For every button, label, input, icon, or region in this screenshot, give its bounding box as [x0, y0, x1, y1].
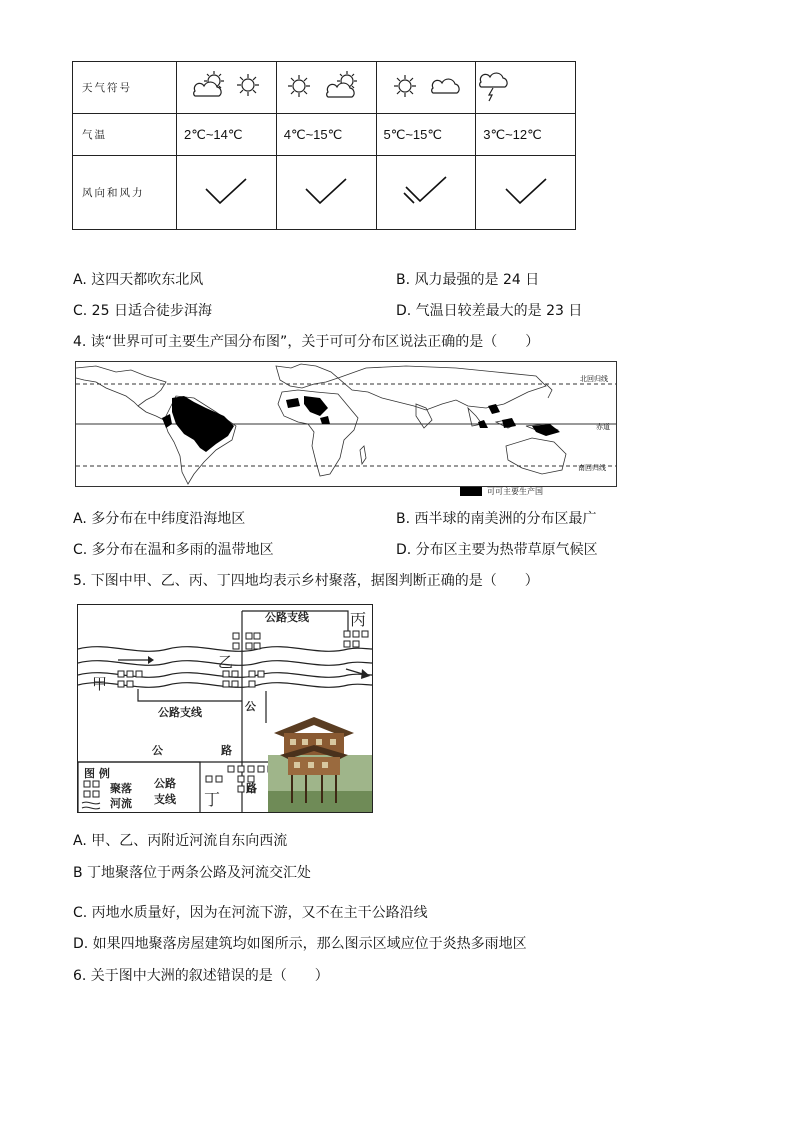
label-lu-vertical: 路: [246, 782, 257, 795]
wind-symbol-icon: [296, 171, 356, 211]
label-gonglu-1: 公: [152, 744, 163, 757]
label-road-branch-mid: 公路支线: [158, 706, 202, 719]
q5-option-d[interactable]: D. 如果四地聚落房屋建筑均如图所示，那么图示区域应位于炎热多雨地区: [73, 936, 527, 952]
world-map-figure: [76, 362, 616, 486]
label-road-branch-top: 公路支线: [265, 611, 309, 624]
wind-cell-1: [177, 156, 277, 230]
cloudy-sunny-icon: [181, 69, 271, 103]
row-header-wind: 风向和风力: [73, 156, 177, 230]
label-ding: 丁: [204, 790, 221, 809]
temperature-3: 5℃~15℃: [376, 114, 476, 156]
q3-option-c[interactable]: C. 25 日适合徒步洱海: [73, 303, 212, 319]
q4-option-b[interactable]: B. 西半球的南美洲的分布区最广: [396, 511, 597, 527]
label-yi: 乙: [218, 653, 234, 671]
legend-road-1: 公路: [154, 777, 176, 790]
q5-option-c[interactable]: C. 丙地水质量好，因为在河流下游，又不在主干公路沿线: [73, 905, 428, 921]
weather-cell-4: [476, 62, 576, 114]
label-tropic-south: 南回归线: [578, 464, 606, 472]
legend-river: 河流: [110, 797, 132, 810]
sunny-cloudy-icon: [281, 69, 371, 103]
weather-cell-1: [177, 62, 277, 114]
stilt-house-photo: [268, 717, 372, 812]
weather-cell-2: [276, 62, 376, 114]
village-figure: [77, 604, 373, 813]
cocoa-world-map: [75, 361, 617, 487]
q5-option-b[interactable]: B 丁地聚落位于两条公路及河流交汇处: [73, 865, 312, 881]
q3-option-b[interactable]: B. 风力最强的是 24 日: [396, 272, 540, 288]
wind-cell-4: [476, 156, 576, 230]
q5-option-a[interactable]: A. 甲、乙、丙附近河流自东向西流: [73, 833, 288, 849]
label-gong-vertical: 公: [245, 700, 256, 713]
temperature-2: 4℃~15℃: [276, 114, 376, 156]
row-header-temperature: 气温: [73, 114, 177, 156]
temperature-1: 2℃~14℃: [177, 114, 277, 156]
label-equator: 赤道: [596, 423, 610, 431]
q4-option-c[interactable]: C. 多分布在温和多雨的温带地区: [73, 542, 274, 558]
q3-option-d[interactable]: D. 气温日较差最大的是 23 日: [396, 303, 583, 319]
wind-symbol-icon: [196, 171, 256, 211]
q4-option-a[interactable]: A. 多分布在中纬度沿海地区: [73, 511, 246, 527]
label-bing: 丙: [350, 610, 367, 629]
sunny-cloud-icon: [381, 69, 471, 103]
q5-stem: 5. 下图中甲、乙、丙、丁四地均表示乡村聚落，据图判断正确的是（ ）: [73, 573, 539, 589]
temperature-4: 3℃~12℃: [476, 114, 576, 156]
wind-symbol-icon: [496, 171, 556, 211]
legend-title: 图 例: [84, 767, 110, 780]
label-gonglu-2: 路: [221, 744, 232, 757]
wind-cell-2: [276, 156, 376, 230]
label-jia: 甲: [92, 675, 108, 693]
legend-road-2: 支线: [154, 793, 176, 806]
q4-stem: 4. 读“世界可可主要生产国分布图”，关于可可分布区说法正确的是（ ）: [73, 334, 540, 350]
row-header-weather-symbol: 天气符号: [73, 62, 177, 114]
legend-cocoa-swatch: [460, 487, 482, 496]
q3-option-a[interactable]: A. 这四天都吹东北风: [73, 272, 204, 288]
legend-cocoa-label: 可可主要生产国: [487, 487, 543, 496]
weather-table: [72, 61, 576, 230]
q4-option-d[interactable]: D. 分布区主要为热带草原气候区: [396, 542, 598, 558]
label-tropic-north: 北回归线: [580, 375, 608, 383]
wind-cell-3: [376, 156, 476, 230]
rain-cloud-icon: [461, 69, 551, 103]
legend-settlement: 聚落: [110, 782, 132, 795]
wind-symbol-icon: [396, 171, 456, 211]
q6-stem: 6. 关于图中大洲的叙述错误的是（ ）: [73, 968, 329, 984]
